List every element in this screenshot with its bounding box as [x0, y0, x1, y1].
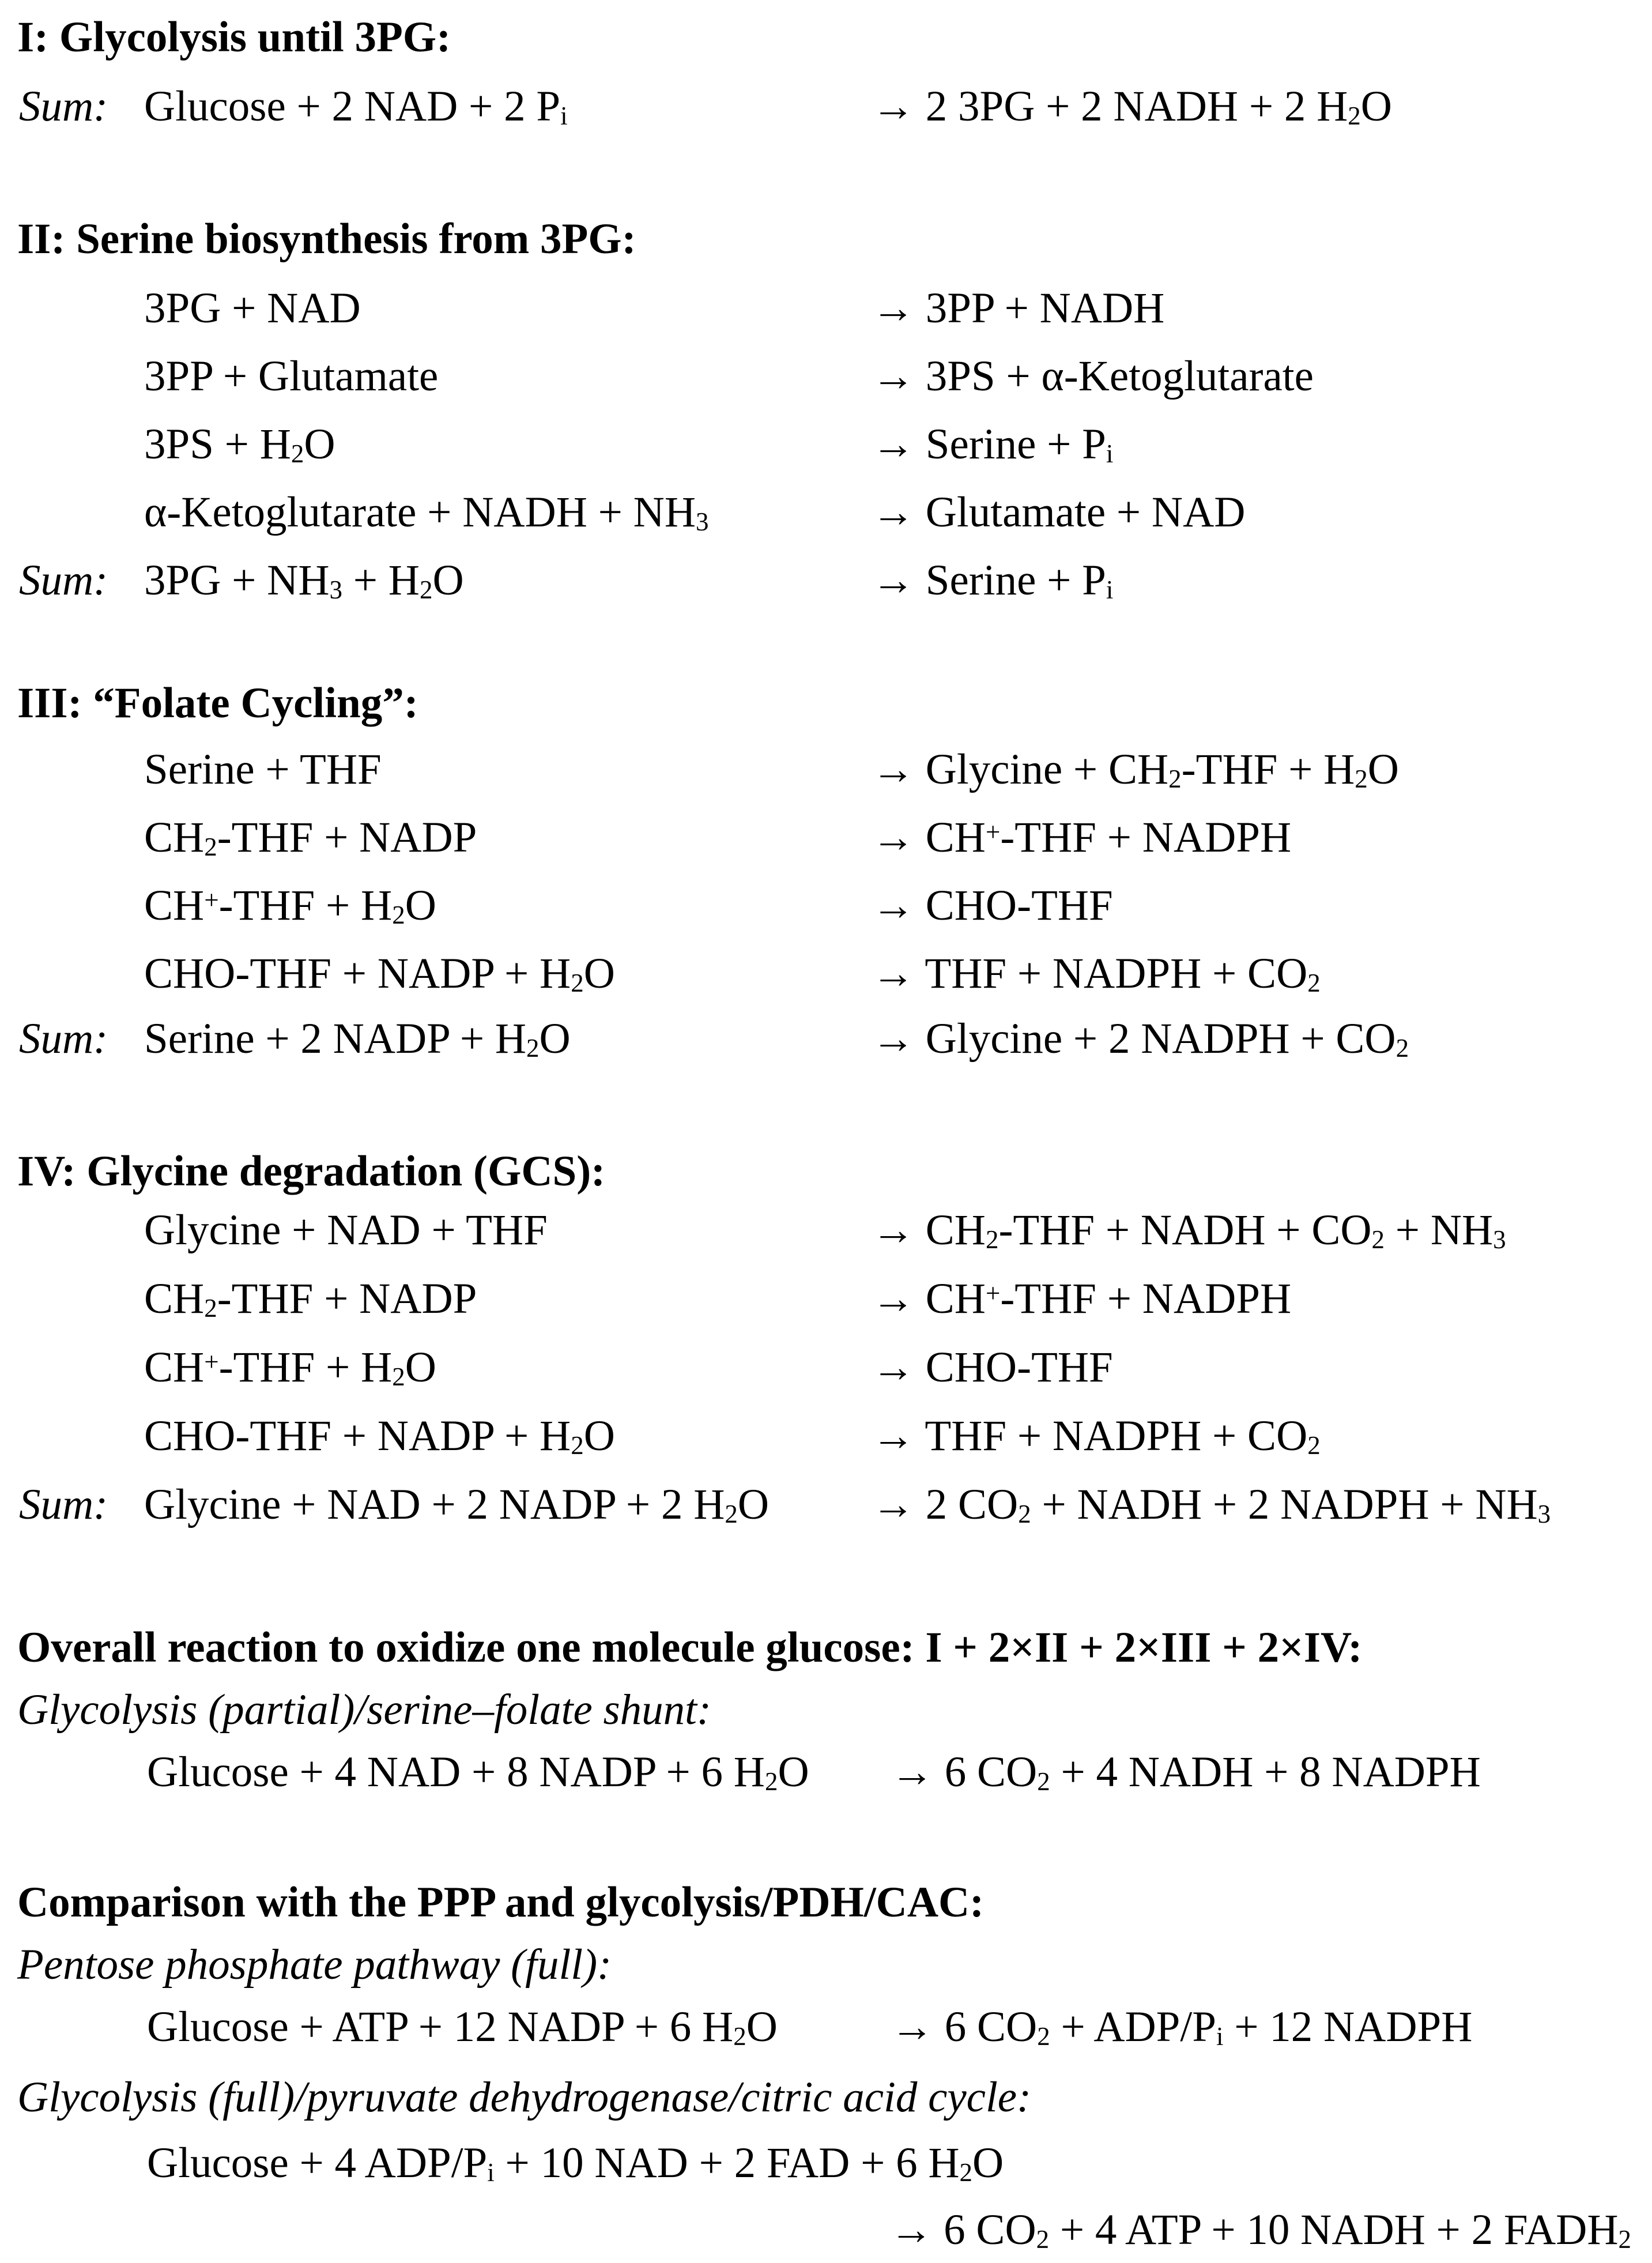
- reaction-rhs: → Serine + $P_i$: [872, 420, 1114, 469]
- reaction-lhs: CHO-THF + NADP + $H_2O$: [144, 950, 615, 998]
- reaction-rhs: → Glycine + $CH_2$-THF + $H_2O$: [872, 745, 1399, 794]
- reaction-lhs: Glycine + NAD + THF: [144, 1206, 548, 1254]
- reaction-rhs: → 2 $CO_2$ + NADH + 2 NADPH + $NH_3$: [872, 1481, 1551, 1529]
- reaction-rhs: → CHO-THF: [872, 1343, 1113, 1391]
- equation-rhs: → 6 $CO_2 + 4$ NADH + 8 NADPH: [891, 1748, 1481, 1797]
- equation-lhs: Glucose + 4 NAD + 8 NADP + 6 $H_2O$: [147, 1748, 809, 1797]
- reaction-lhs: Glucose + 2 NAD + 2 $P_i$: [144, 82, 568, 131]
- reaction-lhs: CHO-THF + NADP + $H_2O$: [144, 1412, 615, 1460]
- section-title-folate-cycling: III: “Folate Cycling”:: [17, 679, 418, 727]
- reaction-rhs: → 3PS + α-Ketoglutarate: [872, 352, 1314, 400]
- overall-pathway-label: Glycolysis (partial)/serine–folate shunt:: [17, 1686, 711, 1734]
- reaction-rhs: → CHO-THF: [872, 882, 1113, 929]
- equation-rhs: → 6 $CO_2 + 4$ ATP + 10 NADH + 2 $FADH_2$: [889, 2206, 1631, 2254]
- comparison-title: Comparison with the PPP and glycolysis/PDH/CAC:: [17, 1878, 985, 1926]
- sum-label: Sum:: [19, 556, 108, 604]
- glycolysis-full-pathway-label: Glycolysis (full)/pyruvate dehydrogenase/citric acid cycle:: [17, 2073, 1032, 2121]
- sum-label: Sum:: [19, 1481, 108, 1528]
- reaction-lhs: Glycine + NAD + 2 NADP + 2 $H_2O$: [144, 1481, 770, 1529]
- overall-reaction-title: Overall reaction to oxidize one molecule glucose: I + 2×II + 2×III + 2×IV:: [17, 1624, 1363, 1671]
- reaction-lhs: Serine + THF: [144, 745, 382, 793]
- sum-label: Sum:: [19, 1015, 108, 1063]
- reaction-rhs: → 2 3PG + 2 NADH + 2 $H_2O$: [872, 82, 1392, 131]
- ppp-pathway-label: Pentose phosphate pathway (full):: [17, 1941, 612, 1989]
- reaction-rhs: → 3PP + NADH: [872, 284, 1165, 332]
- equation-lhs: Glucose + 4 ADP/$P_i + 10$ NAD + 2 FAD + 6 $H_2O$: [147, 2139, 1004, 2187]
- reaction-rhs: → CH+-THF + NADPH: [872, 1275, 1292, 1323]
- equation-rhs: → 6 $CO_2 + ADP/P_i + 12$ NADPH: [891, 2003, 1473, 2051]
- section-title-glycine-degradation: IV: Glycine degradation (GCS):: [17, 1147, 606, 1195]
- section-title-serine-biosynthesis: II: Serine biosynthesis from 3PG:: [17, 215, 636, 263]
- reaction-lhs: $CH^+-THF + H_2O$: [144, 882, 436, 930]
- section-title-glycolysis-until-3pg: I: Glycolysis until 3PG:: [17, 13, 451, 61]
- reaction-rhs: → Glycine + 2 NADPH + $CO_2$: [872, 1015, 1409, 1063]
- equation-lhs: Glucose + ATP + 12 NADP + 6 $H_2O$: [147, 2003, 778, 2051]
- sum-label: Sum:: [19, 82, 108, 130]
- reaction-rhs: → THF + NADPH + $CO_2$: [872, 950, 1321, 998]
- reaction-lhs: 3PG + NAD: [144, 284, 361, 332]
- reaction-rhs: → THF + NADPH + $CO_2$: [872, 1412, 1321, 1460]
- reaction-lhs: Serine + 2 NADP + $H_2O$: [144, 1015, 571, 1063]
- reaction-lhs: $3PS + H_2O$: [144, 420, 335, 469]
- reaction-rhs: → $CH_2$-THF + NADH + $CO_2 + NH_3$: [872, 1206, 1506, 1255]
- reaction-lhs: $CH_2$-THF + NADP: [144, 1275, 477, 1323]
- reaction-lhs: $CH^+-THF + H_2O$: [144, 1343, 436, 1392]
- reaction-rhs: → CH+-THF + NADPH: [872, 814, 1292, 861]
- reaction-rhs: → Glutamate + NAD: [872, 488, 1246, 536]
- reaction-lhs: $CH_2$-THF + NADP: [144, 814, 477, 862]
- reaction-lhs: $3PG + NH_3 + H_2O$: [144, 556, 464, 605]
- reaction-lhs: 3PP + Glutamate: [144, 352, 439, 400]
- reaction-lhs: α-Ketoglutarate + NADH + $NH_3$: [144, 488, 709, 537]
- reaction-rhs: → Serine + $P_i$: [872, 556, 1114, 605]
